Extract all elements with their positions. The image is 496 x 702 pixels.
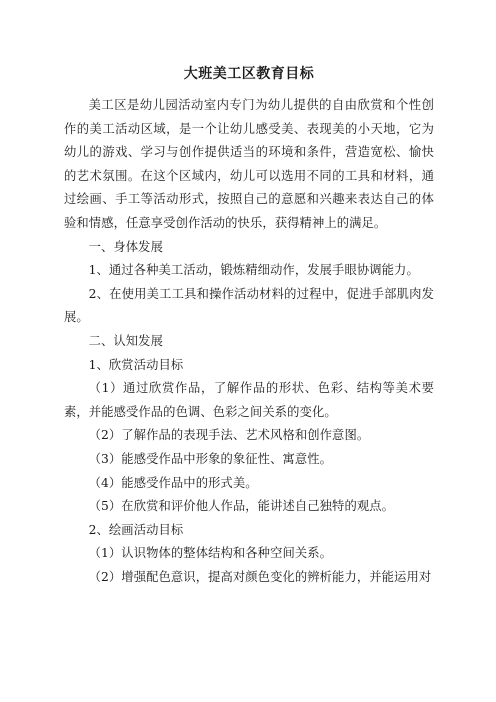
drawing-goal-2: （2）增强配色意识，提高对颜色变化的辨析能力，并能运用对 <box>88 569 432 584</box>
appreciation-goal-4: （4）能感受作品中的形式美。 <box>88 475 258 490</box>
physical-goal-2: 2、在使用美工工具和操作活动材料的过程中，促进手部肌肉发展。 <box>64 286 434 325</box>
section-heading-cognitive: 二、认知发展 <box>88 333 163 348</box>
intro-paragraph: 美工区是幼儿园活动室内专门为幼儿提供的自由欣赏和个性创作的美工活动区域，是一个让幼儿感受美、表现美的小天地，它为幼儿的游戏、学习与创作提供适当的环境和条件，营造宽松、愉快的艺术氛围。在这个区域内，幼儿可以选用不同的工具和材料，通过绘画、手工等活动形式，按照自己的意愿和兴趣来表达自己的体验和情感，任意享受创作活动的快乐，获得精神上的满足。 <box>64 98 434 230</box>
appreciation-goal-1: （1）通过欣赏作品，了解作品的形状、色彩、结构等美术要素，并能感受作品的色调、色彩之间关系的变化。 <box>64 381 434 419</box>
physical-goal-1: 1、通过各种美工活动，锻炼精细动作，发展手眼协调能力。 <box>88 263 419 278</box>
appreciation-goal-5: （5）在欣赏和评价他人作品，能讲述自己独特的观点。 <box>88 499 395 514</box>
drawing-goal-1: （1）认识物体的整体结构和各种空间关系。 <box>88 546 333 561</box>
subsection-heading-drawing: 2、绘画活动目标 <box>88 522 184 537</box>
section-heading-physical: 一、身体发展 <box>88 239 163 254</box>
appreciation-goal-3: （3）能感受作品中形象的象征性、寓意性。 <box>88 451 333 466</box>
document-title: 大班美工区教育目标 <box>183 66 315 82</box>
appreciation-goal-2: （2）了解作品的表现手法、艺术风格和创作意图。 <box>88 428 370 443</box>
subsection-heading-appreciation: 1、欣赏活动目标 <box>88 357 184 372</box>
